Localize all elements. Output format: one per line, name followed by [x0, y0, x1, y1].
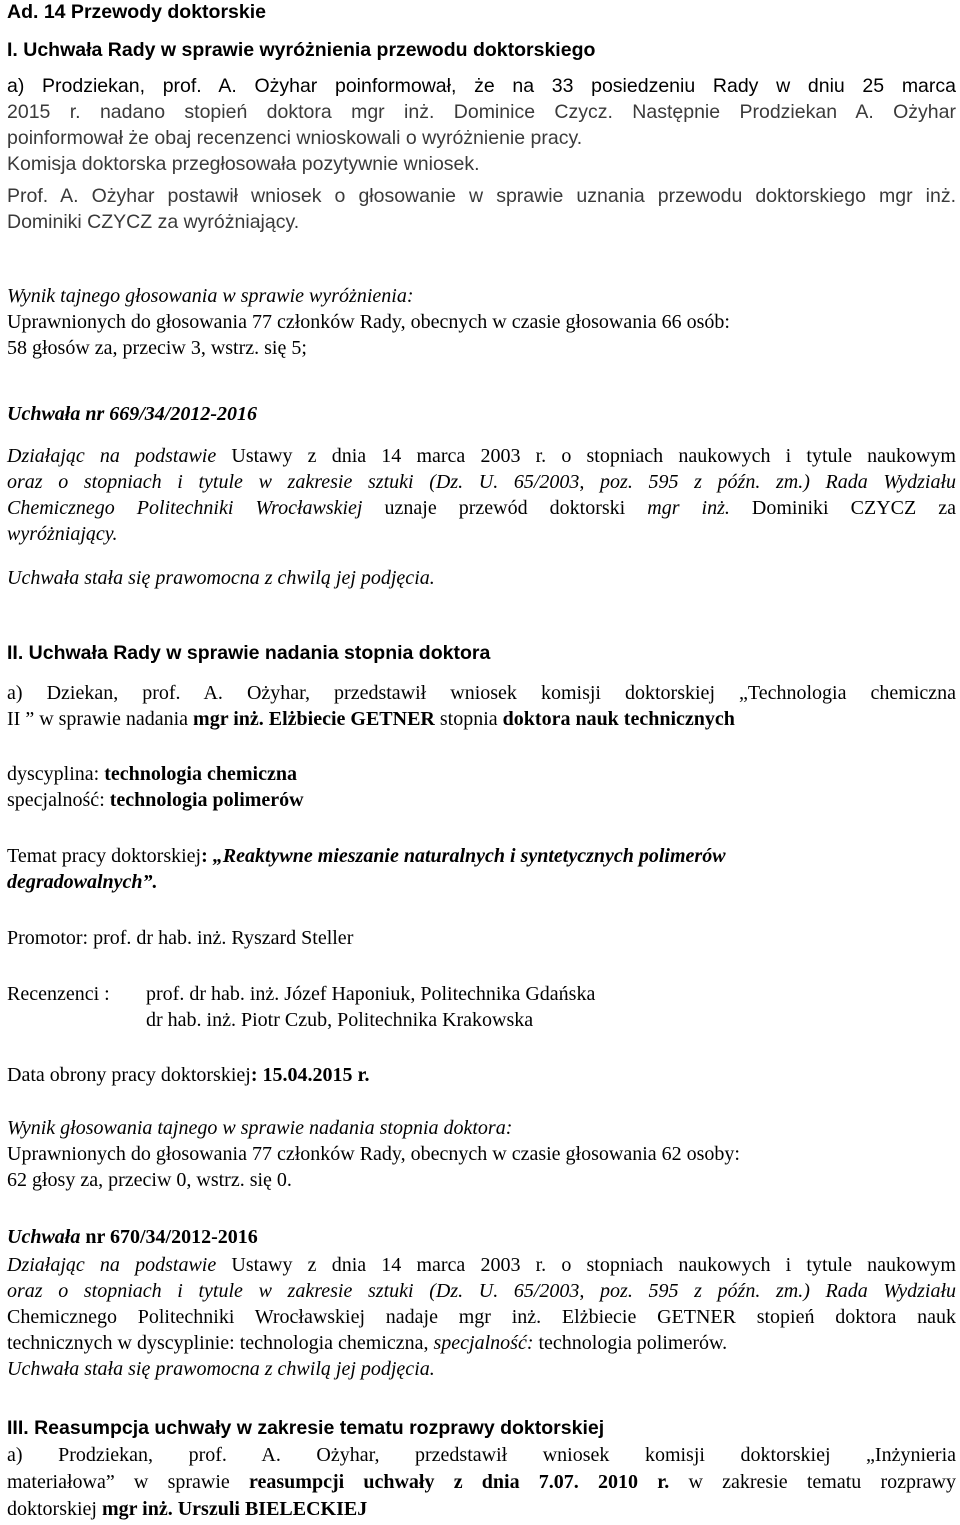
resolution-text: Ustawy z dnia 14 marca 2003 r. o stopniach naukowych i tytule naukowym [216, 1254, 956, 1276]
resolution-text: technologia polimerów. [533, 1332, 728, 1354]
resolution-text: Działając na podstawie [7, 1254, 217, 1276]
degree-name: doktora nauk technicznych [502, 708, 735, 730]
reasumption-text: reasumpcji uchwały z dnia 7.07. 2010 r. [248, 1471, 670, 1493]
specialty-label: specjalność: [7, 789, 110, 811]
resolution-line [7, 1253, 956, 1277]
topic-label: Temat pracy doktorskiej [7, 845, 202, 867]
paragraph-line: a) Prodziekan, prof. A. Ożyhar, przedstawił wniosek komisji doktorskiej „Inżynieria [7, 1444, 956, 1466]
defense-line [7, 1063, 370, 1087]
specialty-line [7, 788, 304, 812]
resolution-line [7, 444, 956, 468]
vote-line: Uprawnionych do głosowania 77 członków Rady, obecnych w czasie głosowania 66 osób: [7, 311, 730, 333]
section-heading: Ad. 14 Przewody doktorskie [7, 1, 266, 23]
paragraph-line [7, 1497, 367, 1521]
paragraph-line: Dominiki CZYCZ za wyróżniający. [7, 211, 300, 233]
reviewer-1: prof. dr hab. inż. Józef Haponiuk, Politechnika Gdańska [146, 983, 596, 1005]
topic-line [7, 844, 726, 868]
subsection-heading-1: I. Uchwała Rady w sprawie wyróżnienia przewodu doktorskiego [7, 39, 596, 61]
paragraph-line: poinformował że obaj recenzenci wnioskowali o wyróżnienie pracy. [7, 127, 583, 149]
candidate-name: mgr inż. Urszuli BIELECKIEJ [102, 1498, 368, 1520]
resolution-title-b: nr 670/34/2012-2016 [80, 1226, 258, 1248]
resolution-final: Uchwała stała się prawomocna z chwilą jej podjęcia. [7, 567, 435, 589]
resolution-line: wyróżniający. [7, 523, 118, 545]
paragraph-line: Prof. A. Ożyhar postawił wniosek o głosowanie w sprawie uznania przewodu doktorskiego mgr inż. [7, 185, 956, 207]
vote-line: 58 głosów za, przeciw 3, wstrz. się 5; [7, 337, 307, 359]
paragraph-line [7, 707, 735, 731]
subsection-heading-3: III. Reasumpcja uchwały w zakresie tematu rozprawy doktorskiej [7, 1417, 605, 1439]
vote-heading: Wynik tajnego głosowania w sprawie wyróżnienia: [7, 285, 414, 307]
defense-date: : 15.04.2015 r. [250, 1064, 370, 1086]
specialty-value: technologia polimerów [109, 789, 304, 811]
resolution-final: Uchwała stała się prawomocna z chwilą jej podjęcia. [7, 1358, 435, 1380]
paragraph-line: a) Dziekan, prof. A. Ożyhar, przedstawił wniosek komisji doktorskiej „Technologia chemiczna [7, 682, 956, 704]
subsection-heading-2: II. Uchwała Rady w sprawie nadania stopnia doktora [7, 642, 491, 664]
promoter-line: Promotor: prof. dr hab. inż. Ryszard Steller [7, 927, 354, 949]
resolution-text: specjalność: [433, 1332, 534, 1354]
paragraph-text: materiałowa” w sprawie [7, 1471, 249, 1493]
discipline-label: dyscyplina: [7, 763, 105, 785]
resolution-text: mgr inż. [647, 497, 730, 519]
candidate-name: mgr inż. Elżbiecie GETNER [193, 708, 435, 730]
paragraph-line: a) Prodziekan, prof. A. Ożyhar poinformował, że na 33 posiedzeniu Rady w dniu 25 marca [7, 75, 956, 97]
paragraph-line [7, 1470, 956, 1494]
paragraph-line: Komisja doktorska przegłosowała pozytywnie wniosek. [7, 153, 480, 175]
resolution-text: technicznych w dyscyplinie: technologia chemiczna, [7, 1332, 434, 1354]
resolution-title-a: Uchwała [7, 1226, 81, 1248]
resolution-line [7, 496, 956, 520]
vote-line: 62 głosy za, przeciw 0, wstrz. się 0. [7, 1169, 292, 1191]
topic-title: „Reaktywne mieszanie naturalnych i syntetycznych polimerów [212, 845, 726, 867]
vote-line: Uprawnionych do głosowania 77 członków Rady, obecnych w czasie głosowania 62 osoby: [7, 1143, 740, 1165]
paragraph-text: II ” w sprawie nadania [7, 708, 194, 730]
paragraph-text: doktorskiej [7, 1498, 102, 1520]
vote-heading: Wynik głosowania tajnego w sprawie nadania stopnia doktora: [7, 1117, 513, 1139]
resolution-line: oraz o stopniach i tytule w zakresie sztuki (Dz. U. 65/2003, poz. 595 z późn. zm.) Rada Wydziału [7, 1280, 956, 1302]
paragraph-text: w zakresie tematu rozprawy [669, 1471, 956, 1493]
resolution-line [7, 1331, 727, 1355]
discipline-line [7, 762, 297, 786]
resolution-line: oraz o stopniach i tytule w zakresie sztuki (Dz. U. 65/2003, poz. 595 z późn. zm.) Rada Wydziału [7, 471, 956, 493]
discipline-value: technologia chemiczna [104, 763, 297, 785]
topic-title-cont: degradowalnych”. [7, 871, 158, 893]
resolution-title: Uchwała nr 669/34/2012-2016 [7, 403, 258, 425]
defense-label: Data obrony pracy doktorskiej [7, 1064, 251, 1086]
resolution-title [7, 1225, 258, 1249]
reviewer-2: dr hab. inż. Piotr Czub, Politechnika Krakowska [146, 1009, 534, 1031]
resolution-text: uznaje przewód doktorski [362, 497, 648, 519]
topic-colon: : [201, 845, 213, 867]
resolution-text: Dominiki CZYCZ za [729, 497, 956, 519]
paragraph-line: 2015 r. nadano stopień doktora mgr inż. Dominice Czycz. Następnie Prodziekan A. Ożyhar [7, 101, 956, 123]
paragraph-text: stopnia [434, 708, 503, 730]
resolution-text: Działając na podstawie [7, 445, 217, 467]
reviewers-line [7, 982, 595, 1006]
resolution-text: Chemicznego Politechniki Wrocławskiej [7, 497, 363, 519]
reviewers-label: Recenzenci : [7, 983, 110, 1005]
resolution-line: Chemicznego Politechniki Wrocławskiej nadaje mgr inż. Elżbiecie GETNER stopień doktora nauk [7, 1306, 956, 1328]
resolution-text: Ustawy z dnia 14 marca 2003 r. o stopniach naukowych i tytule naukowym [216, 445, 956, 467]
